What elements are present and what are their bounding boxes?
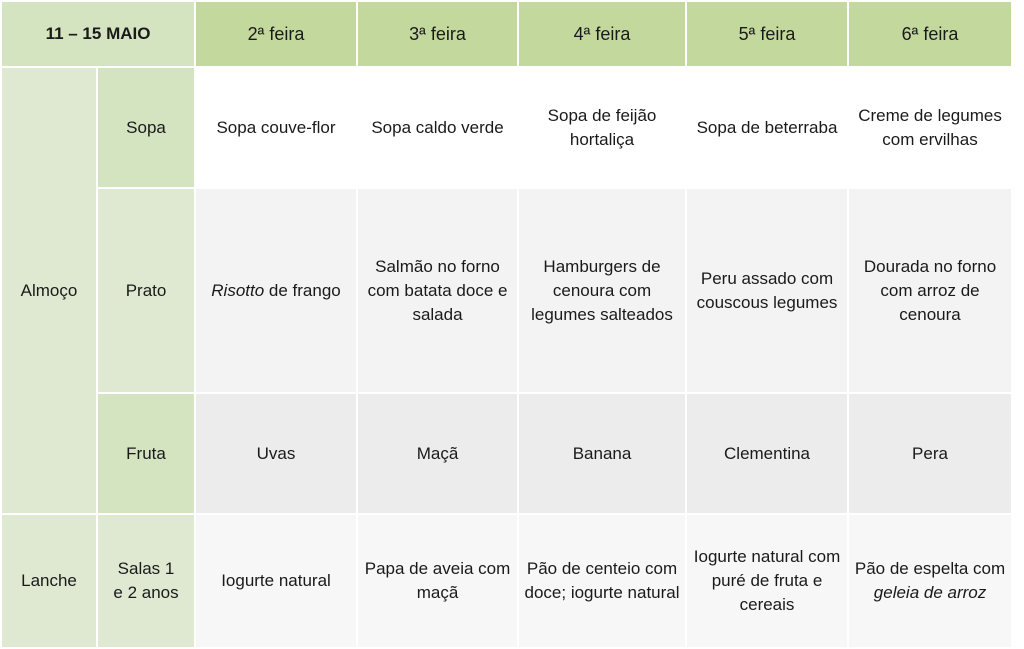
- prato-friday: Dourada no forno com arroz de cenoura: [848, 188, 1012, 393]
- fruta-tuesday: Maçã: [357, 393, 518, 514]
- fruta-thursday: Clementina: [686, 393, 848, 514]
- sopa-thursday: Sopa de beterraba: [686, 67, 848, 188]
- prato-monday: [195, 188, 357, 393]
- day-header-friday: 6ª feira: [848, 1, 1012, 67]
- prato-monday-italic: Risotto: [211, 280, 265, 300]
- day-header-monday: 2ª feira: [195, 1, 357, 67]
- lanche-friday: [848, 514, 1012, 648]
- category-prato: Prato: [97, 188, 195, 393]
- lanche-friday-italic: geleia de arroz: [873, 583, 987, 602]
- day-header-thursday: 5ª feira: [686, 1, 848, 67]
- fruta-monday: Uvas: [195, 393, 357, 514]
- sopa-wednesday: Sopa de feijão hortaliça: [518, 67, 686, 188]
- day-header-wednesday: 4ª feira: [518, 1, 686, 67]
- sopa-monday: Sopa couve-flor: [195, 67, 357, 188]
- fruta-wednesday: Banana: [518, 393, 686, 514]
- sopa-row: [1, 67, 1012, 188]
- lanche-wednesday: Pão de centeio com doce; iogurte natural: [518, 514, 686, 648]
- lanche-row: [1, 514, 1012, 648]
- prato-tuesday: Salmão no forno com batata doce e salada: [357, 188, 518, 393]
- day-header-tuesday: 3ª feira: [357, 1, 518, 67]
- week-label: 11 – 15 MAIO: [1, 1, 195, 67]
- sopa-tuesday: Sopa caldo verde: [357, 67, 518, 188]
- prato-row: [1, 188, 1012, 393]
- group-almoco: Almoço: [1, 67, 97, 514]
- fruta-friday: Pera: [848, 393, 1012, 514]
- prato-wednesday: Hamburgers de cenoura com legumes salteados: [518, 188, 686, 393]
- sopa-friday: Creme de legumes com ervilhas: [848, 67, 1012, 188]
- fruta-row: [1, 393, 1012, 514]
- category-sopa: Sopa: [97, 67, 195, 188]
- lanche-tuesday: Papa de aveia com maçã: [357, 514, 518, 648]
- lanche-monday: Iogurte natural: [195, 514, 357, 648]
- category-salas: Salas 1 e 2 anos: [97, 514, 195, 648]
- prato-monday-rest: de frango: [264, 280, 341, 300]
- header-row: [1, 1, 1012, 67]
- category-fruta: Fruta: [97, 393, 195, 514]
- lanche-friday-plain: Pão de espelta com: [854, 559, 1006, 578]
- group-lanche: Lanche: [1, 514, 97, 648]
- lanche-thursday: Iogurte natural com puré de fruta e cereais: [686, 514, 848, 648]
- prato-thursday: Peru assado com couscous legumes: [686, 188, 848, 393]
